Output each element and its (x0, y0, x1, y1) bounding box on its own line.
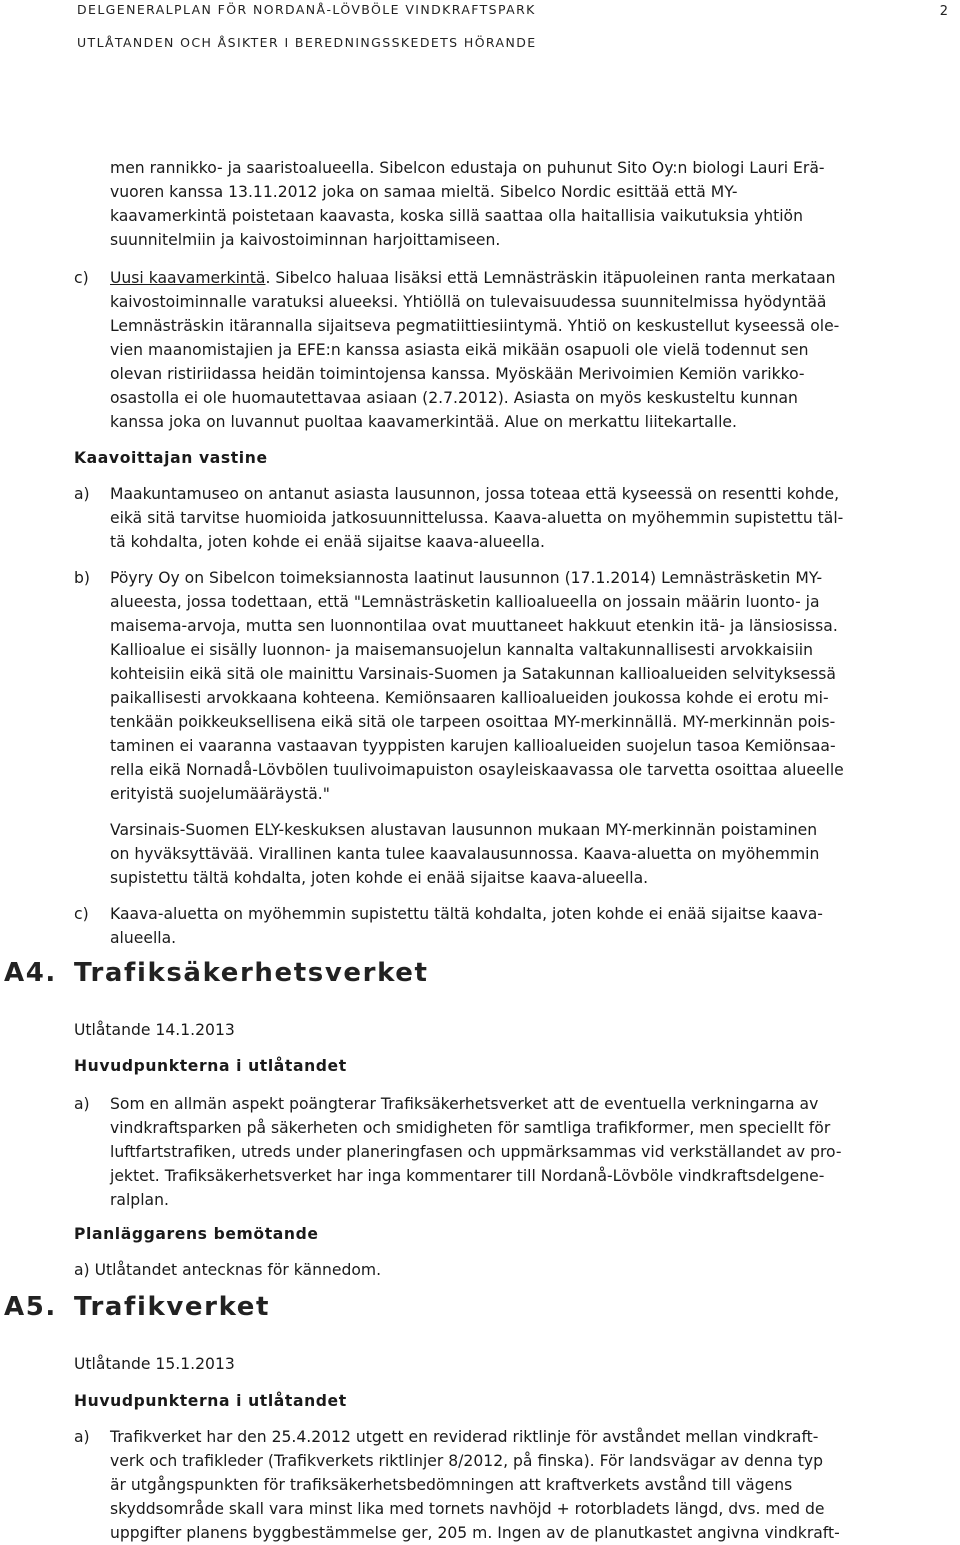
paragraph-line: skyddsområde skall vara minst lika med tornets navhöjd + rotorbladets längd, dvs. med de (110, 1500, 825, 1518)
list-label: b) (74, 569, 90, 587)
list-label: a) (74, 1428, 90, 1446)
paragraph-line: är utgångspunkten för trafiksäkerhetsbedömningen att kraftverkets avstånd till vägens (110, 1476, 793, 1494)
paragraph-line: kohteisiin eikä sitä ole mainittu Varsinais-Suomen ja Satakunnan kallioalueiden selvityksessä (110, 665, 836, 683)
vastine-heading: Kaavoittajan vastine (74, 449, 268, 467)
paragraph-line: suunnitelmiin ja kaivostoiminnan harjoittamiseen. (110, 231, 501, 249)
paragraph-line: Pöyry Oy on Sibelcon toimeksiannosta laatinut lausunnon (17.1.2014) Lemnästräsketin MY- (110, 569, 823, 587)
paragraph-line: Uusi kaavamerkintä. Sibelco haluaa lisäksi että Lemnästräskin itäpuoleinen ranta merkataan (110, 269, 836, 287)
section-number: A5. (4, 1292, 57, 1322)
paragraph-line: erityistä suojelumääräystä." (110, 785, 330, 803)
document-title: DELGENERALPLAN FÖR NORDANÅ-LÖVBÖLE VINDKRAFTSPARK (77, 2, 536, 17)
paragraph-line: kanssa joka on luvannut puoltaa kaavamerkintää. Alue on merkattu liitekartalle. (110, 413, 737, 431)
paragraph-line: vindkraftsparken på säkerheten och smidigheten för samtliga trafikformer, men speciellt för (110, 1119, 831, 1137)
main-points-heading: Huvudpunkterna i utlåtandet (74, 1057, 347, 1075)
section-heading-a4 (4, 958, 429, 988)
paragraph-line: taminen ei vaaranna vastaavan tyyppisten karujen kallioalueiden suojelun tasoa Kemiönsaa- (110, 737, 836, 755)
a5-item-a-paragraph (110, 1425, 948, 1545)
paragraph-line: supistettu tältä kohdalta, joten kohde ei enää sijaitse kaava-alueella. (110, 869, 649, 887)
response-heading: Planläggarens bemötande (74, 1225, 319, 1243)
paragraph-line: Som en allmän aspekt poängterar Trafiksäkerhetsverket att de eventuella verkningarna av (110, 1095, 819, 1113)
statement-date: Utlåtande 14.1.2013 (74, 1021, 235, 1039)
paragraph-line: tä kohdalta, joten kohde ei enää sijaitse kaava-alueella. (110, 533, 545, 551)
underlined-term: Uusi kaavamerkintä (110, 269, 266, 287)
paragraph-line: osastolla ei ole huomautettavaa asiaan (2.7.2012). Asiasta on myös keskusteltu kunnan (110, 389, 798, 407)
paragraph-line: alueella. (110, 929, 177, 947)
response-item: a) Utlåtandet antecknas för kännedom. (74, 1261, 382, 1279)
vastine-b-paragraph (110, 566, 948, 806)
paragraph-line: paikallisesti arvokkaana kohteena. Kemiönsaaren kallioalueiden joukossa kohde ei erotu mi- (110, 689, 829, 707)
section-heading-a5 (4, 1292, 270, 1322)
top-paragraph (110, 156, 948, 252)
paragraph-line: Maakuntamuseo on antanut asiasta lausunnon, jossa toteaa että kyseessä on resentti kohde, (110, 485, 840, 503)
vastine-c-paragraph (110, 902, 948, 950)
paragraph-line: ralplan. (110, 1191, 169, 1209)
paragraph-line: uppgifter planens byggbestämmelse ger, 205 m. Ingen av de planutkastet angivna vindkraft- (110, 1524, 840, 1542)
paragraph-line: men rannikko- ja saaristoalueella. Sibelcon edustaja on puhunut Sito Oy:n biologi Lauri Erä- (110, 159, 825, 177)
list-label: c) (74, 905, 89, 923)
list-label: a) (74, 1095, 90, 1113)
paragraph-line: vien maanomistajien ja EFE:n kanssa asiasta eikä mikään osapuoli ole vielä todennut sen (110, 341, 809, 359)
vastine-a-paragraph (110, 482, 948, 554)
paragraph-line: Trafikverket har den 25.4.2012 utgett en reviderad riktlinje för avståndet mellan vindkraft- (110, 1428, 819, 1446)
section-title: Trafikverket (74, 1292, 271, 1322)
list-label: c) (74, 269, 89, 287)
section-number: A4. (4, 958, 57, 988)
paragraph-line: olevan ristiriidassa heidän toimintojensa kanssa. Myöskään Merivoimien Kemiön varikko- (110, 365, 805, 383)
paragraph-line: maisema-arvoja, mutta sen luonnontilaa ovat muuttaneet hakkuut etenkin itä- ja länsiosissa. (110, 617, 838, 635)
paragraph-line: Lemnästräskin itärannalla sijaitseva pegmatiittiesiintymä. Yhtiö on keskustellut kyseessä ole- (110, 317, 840, 335)
paragraph-line: verk och trafikleder (Trafikverkets riktlinjer 8/2012, på finska). För landsvägar av denna typ (110, 1452, 824, 1470)
paragraph-line: luftfartstrafiken, utreds under planeringfasen och uppmärksammas vid verkställandet av pro- (110, 1143, 842, 1161)
paragraph-line: Kallioalue ei sisälly luonnon- ja maisemansuojelun kannalta valtakunnallisesti arvokkaisiin (110, 641, 814, 659)
document-subtitle: UTLÅTANDEN OCH ÅSIKTER I BEREDNINGSSKEDETS HÖRANDE (77, 35, 537, 50)
main-points-heading: Huvudpunkterna i utlåtandet (74, 1392, 347, 1410)
a4-item-a-paragraph (110, 1092, 948, 1212)
paragraph-line: kaavamerkintä poistetaan kaavasta, koska sillä saattaa olla haitallisia vaikutuksia yhtiön (110, 207, 803, 225)
paragraph-line: kaivostoiminnalle varatuksi alueeksi. Yhtiöllä on tulevaisuudessa suunnitelmissa hyödyntää (110, 293, 827, 311)
paragraph-line: tenkään poikkeuksellisena eikä sitä ole tarpeen osoittaa MY-merkinnällä. MY-merkinnän pois- (110, 713, 836, 731)
paragraph-line: alueesta, jossa todettaan, että "Lemnästräsketin kallioalueella on jossain määrin luonto- ja (110, 593, 820, 611)
paragraph-line: on hyväksyttävää. Virallinen kanta tulee kaavalausunnossa. Kaava-aluetta on myöhemmin (110, 845, 820, 863)
paragraph-line: vuoren kanssa 13.11.2012 joka on samaa mieltä. Sibelco Nordic esittää että MY- (110, 183, 738, 201)
page-number: 2 (939, 4, 948, 19)
list-label: a) (74, 485, 90, 503)
paragraph-line: Varsinais-Suomen ELY-keskuksen alustavan lausunnon mukaan MY-merkinnän poistaminen (110, 821, 818, 839)
paragraph-line: rella eikä Nornadå-Lövbölen tuulivoimapuiston osayleiskaavassa ole tarvetta osoittaa alueelle (110, 761, 844, 779)
paragraph-line: eikä sitä tarvitse huomioida jatkosuunnittelussa. Kaava-aluetta on myöhemmin supistettu täl- (110, 509, 844, 527)
statement-date: Utlåtande 15.1.2013 (74, 1355, 235, 1373)
uusi-kaavamerkinta-paragraph (110, 266, 948, 434)
paragraph-line: jektet. Trafiksäkerhetsverket har inga kommentarer till Nordanå-Lövböle vindkraftsdelgene- (110, 1167, 825, 1185)
paragraph-line: Kaava-aluetta on myöhemmin supistettu tältä kohdalta, joten kohde ei enää sijaitse kaava- (110, 905, 823, 923)
vastine-b-followup (110, 818, 948, 890)
section-title: Trafiksäkerhetsverket (74, 958, 429, 988)
